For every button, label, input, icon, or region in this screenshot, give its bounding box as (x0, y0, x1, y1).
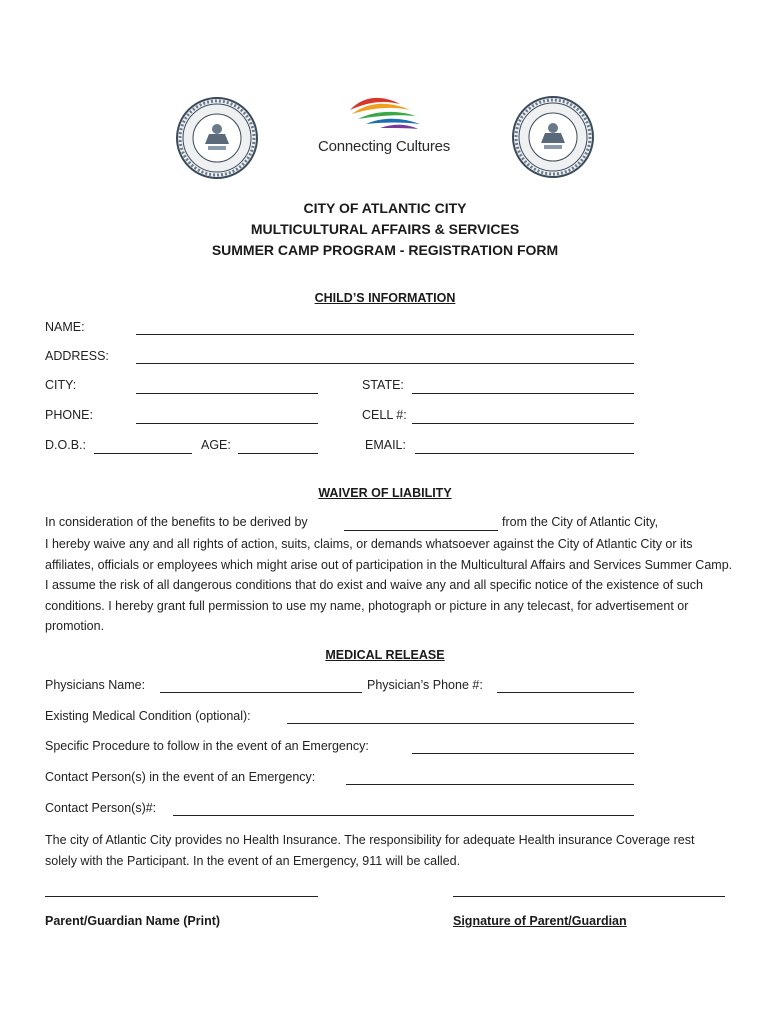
guardian-signature-field[interactable] (453, 896, 725, 897)
waiver-line1-before: In consideration of the benefits to be derived by (45, 515, 308, 529)
participant-name-field[interactable] (344, 530, 498, 531)
state-label: STATE: (362, 378, 404, 392)
emergency-procedure-label: Specific Procedure to follow in the event of an Emergency: (45, 739, 369, 753)
address-label: ADDRESS: (45, 349, 109, 363)
waiver-heading: WAIVER OF LIABILITY (318, 486, 452, 500)
address-field[interactable] (136, 363, 634, 364)
city-field[interactable] (136, 393, 318, 394)
physician-name-field[interactable] (160, 692, 362, 693)
childs-information-heading: CHILD’S INFORMATION (314, 291, 456, 305)
contact-number-label: Contact Person(s)#: (45, 801, 157, 815)
guardian-name-field[interactable] (45, 896, 318, 897)
waiver-body: I hereby waive any and all rights of action, suits, claims, or demands whatsoever against the City of Atlantic City or its affiliates, officials or employees which might arise out of participation in the Multicultural Affairs and Services Summer Camp. I assume the risk of all dangerous conditions that do exist and waive any and all specific notice of the existence of such conditions. I hereby grant full permission to use my name, photograph or picture in any telecast, for advertisement or promotion. (45, 537, 733, 633)
title-line-2: MULTICULTURAL AFFAIRS & SERVICES (250, 221, 520, 237)
dob-field[interactable] (94, 453, 192, 454)
city-seal-left (175, 96, 259, 180)
medical-condition-label: Existing Medical Condition (optional): (45, 709, 251, 723)
emergency-contact-label: Contact Person(s) in the event of an Emergency: (45, 770, 316, 784)
insurance-notice: The city of Atlantic City provides no Health Insurance. The responsibility for adequate Health insurance Coverage rest solely with the Participant. In the event of an Emergency, 911 will be called. (45, 833, 695, 868)
form-title (0, 198, 770, 261)
guardian-signature-label: Signature of Parent/Guardian (453, 914, 627, 928)
cultures-swoosh-icon (310, 92, 460, 138)
contact-number-field[interactable] (173, 815, 634, 816)
guardian-name-label: Parent/Guardian Name (Print) (45, 914, 221, 928)
physician-name-label: Physicians Name: (45, 678, 146, 692)
waiver-line1-after: from the City of Atlantic City, (502, 515, 659, 529)
connecting-cultures-logo (310, 92, 460, 162)
age-field[interactable] (238, 453, 318, 454)
emergency-contact-field[interactable] (346, 784, 634, 785)
logo-text: Connecting Cultures (318, 138, 451, 155)
age-label: AGE: (201, 438, 231, 452)
city-seal-right (511, 95, 595, 179)
name-label: NAME: (45, 320, 85, 334)
cell-field[interactable] (412, 423, 634, 424)
email-field[interactable] (415, 453, 634, 454)
city-label: CITY: (45, 378, 77, 392)
dob-label: D.O.B.: (45, 438, 86, 452)
physician-phone-label: Physician’s Phone #: (367, 678, 483, 692)
title-line-1: CITY OF ATLANTIC CITY (303, 200, 467, 216)
phone-field[interactable] (136, 423, 318, 424)
phone-label: PHONE: (45, 408, 93, 422)
medical-condition-field[interactable] (287, 723, 634, 724)
emergency-procedure-field[interactable] (412, 753, 634, 754)
title-line-3: SUMMER CAMP PROGRAM - REGISTRATION FORM (211, 242, 559, 258)
cell-label: CELL #: (362, 408, 407, 422)
state-field[interactable] (412, 393, 634, 394)
physician-phone-field[interactable] (497, 692, 634, 693)
email-label: EMAIL: (365, 438, 406, 452)
medical-release-heading: MEDICAL RELEASE (325, 648, 445, 662)
name-field[interactable] (136, 334, 634, 335)
